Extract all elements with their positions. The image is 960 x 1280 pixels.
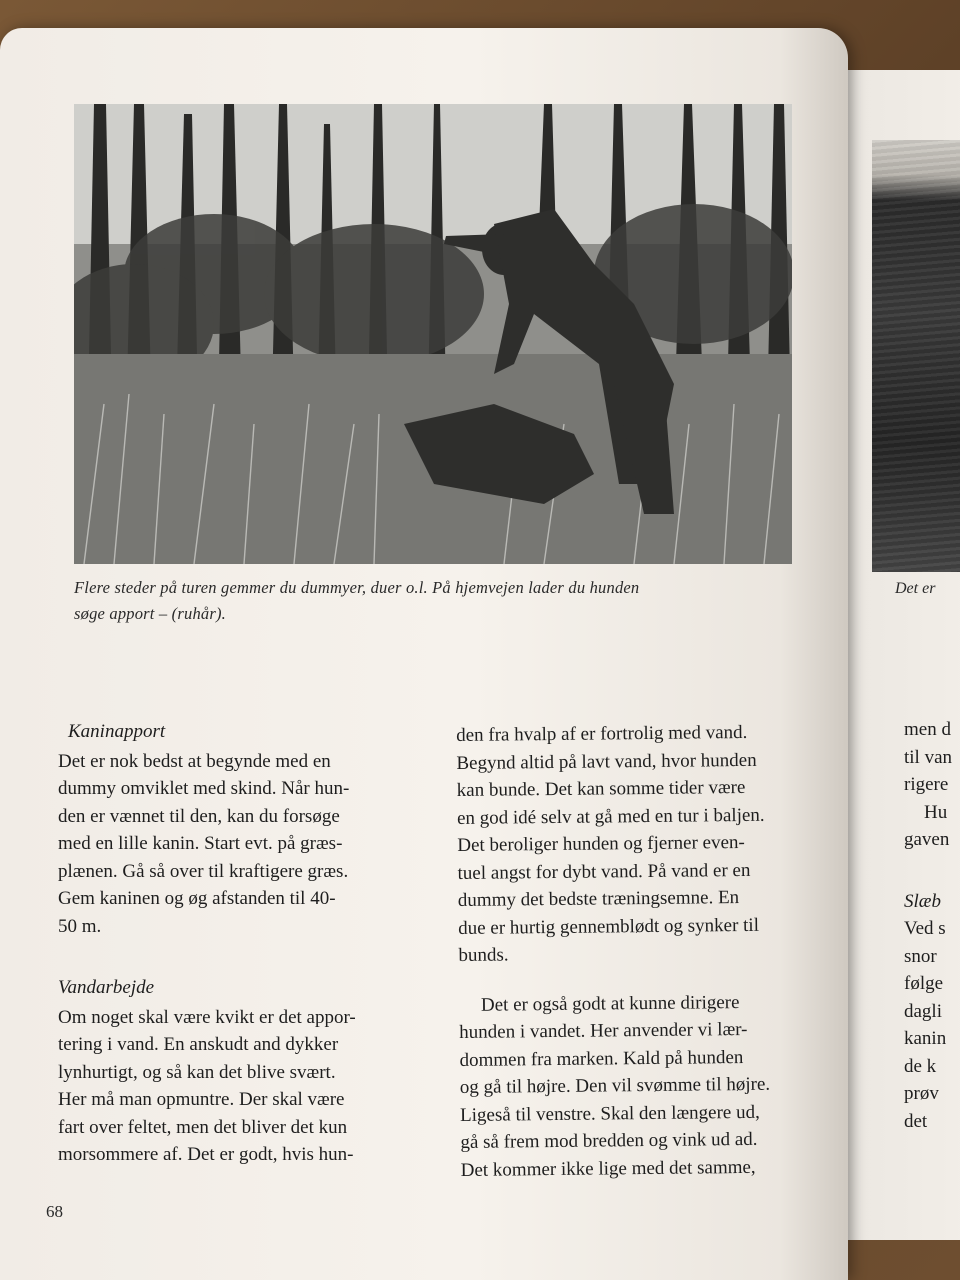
text-line: gå så frem mod bredden og vink ud ad. <box>460 1128 758 1153</box>
forest-photo <box>74 104 792 564</box>
text-line: kan bunde. Det kan somme tider være <box>456 776 746 801</box>
text-line: dommen fra marken. Kald på hunden <box>459 1046 744 1071</box>
text-line: den er vænnet til den, kan du forsøge <box>58 805 340 827</box>
text-line: lynhurtigt, og så kan det blive svært. <box>58 1061 336 1083</box>
text-line: Ved s <box>904 918 946 939</box>
text-line: due er hurtig gennemblødt og synker til <box>458 914 760 939</box>
text-line: Det er også godt at kunne dirigere <box>480 991 740 1016</box>
text-line: med en lille kanin. Start evt. på græs- <box>58 833 343 854</box>
text-column-right <box>456 718 817 1184</box>
text-line: dummy omviklet med skind. Når hun- <box>58 778 350 799</box>
text-line: dummy det bedste træningsemne. En <box>457 887 740 911</box>
text-line: dagli <box>904 1000 942 1022</box>
text-line: Her må man opmuntre. Der skal være <box>58 1089 345 1110</box>
text-line: hunden i vandet. Her anvender vi lær- <box>459 1018 748 1043</box>
text-line: tering i vand. En anskudt and dykker <box>58 1034 339 1055</box>
text-line: Det er nok bedst at begynde med en <box>58 750 331 772</box>
text-line: rigere <box>904 774 949 795</box>
text-line: snor <box>904 945 937 967</box>
text-line: prøv <box>904 1083 939 1104</box>
text-line: en god idé selv at gå med en tur i baljen. <box>456 804 765 829</box>
text-line: Hu <box>924 801 948 823</box>
text-line: Ligeså til venstre. Skal den længere ud, <box>460 1101 760 1126</box>
text-line: de k <box>904 1055 937 1077</box>
text-line: men d <box>904 719 951 740</box>
right-page-photo <box>872 140 960 572</box>
text-line: 50 m. <box>58 915 102 937</box>
right-page-caption: Det er <box>895 580 936 597</box>
text-line: følge <box>904 973 944 994</box>
text-line: bunds. <box>458 944 509 966</box>
text-column-left <box>58 718 438 1169</box>
text-line: den fra hvalp af er fortrolig med vand. <box>456 721 748 746</box>
section-heading-vandarbejde: Vandarbejde <box>58 977 155 998</box>
text-line: det <box>904 1110 928 1132</box>
photo-caption <box>74 575 804 627</box>
text-line: Slæb <box>904 890 941 912</box>
text-line: Det beroliger hunden og fjerner even- <box>457 831 745 856</box>
text-line: gaven <box>904 829 950 850</box>
caption-line-1: Flere steder på turen gemmer du dummyer, duer o.l. På hjemvejen lader du hunden <box>74 578 640 597</box>
text-line: og gå til højre. Den vil svømme til højre. <box>459 1073 771 1098</box>
right-page-text <box>904 716 960 1135</box>
text-line: plænen. Gå så over til kraftigere græs. <box>58 860 349 882</box>
text-line: til van <box>904 746 953 768</box>
text-line: tuel angst for dybt vand. På vand er en <box>457 859 751 884</box>
text-line: morsommere af. Det er godt, hvis hun- <box>58 1144 354 1165</box>
text-line: fart over feltet, men det bliver det kun <box>58 1116 348 1138</box>
caption-line-2: søge apport – (ruhår). <box>74 604 226 623</box>
text-line: Begynd altid på lavt vand, hvor hunden <box>456 749 757 774</box>
section-heading-kaninapport: Kaninapport <box>68 721 166 742</box>
text-line: Gem kaninen og øg afstanden til 40- <box>58 888 336 909</box>
text-line: Om noget skal være kvikt er det appor- <box>58 1006 356 1028</box>
page-number: 68 <box>46 1202 63 1221</box>
text-line: Det kommer ikke lige med det samme, <box>460 1156 756 1181</box>
text-line: kanin <box>904 1028 947 1049</box>
